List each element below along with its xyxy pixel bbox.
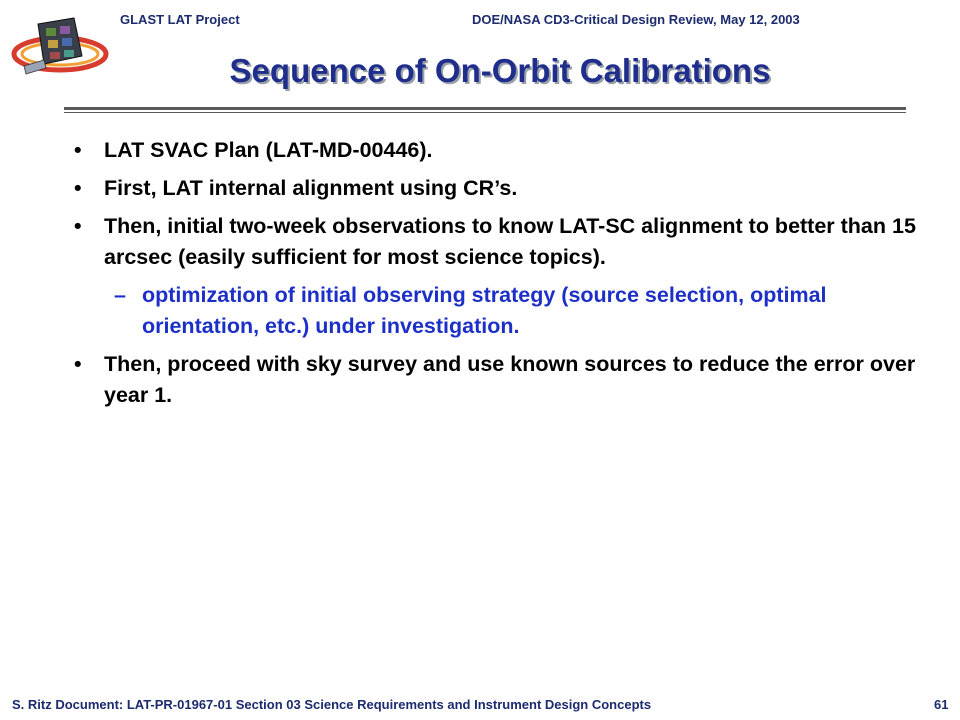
bullet-item [66,349,916,411]
bullet-text: Then, initial two-week observations to know LAT-SC alignment to better than 15 arcsec (easily sufficient for most science topics). [104,214,916,269]
glast-satellite-logo-icon [10,16,110,76]
slide-content [66,135,916,418]
bullet-item [66,211,916,273]
bullet-dot: • [74,176,82,200]
sub-bullet-item [66,280,916,342]
sub-bullet-dash: – [114,283,126,307]
bullet-dot: • [74,138,82,162]
bullet-dot: • [74,352,82,376]
bullet-text: LAT SVAC Plan (LAT-MD-00446). [104,138,433,162]
header-review: DOE/NASA CD3-Critical Design Review, May 12, 2003 [472,12,800,27]
footer-document-info: S. Ritz Document: LAT-PR-01967-01 Section 03 Science Requirements and Instrument Design Concepts [12,697,652,712]
bullet-text: Then, proceed with sky survey and use known sources to reduce the error over year 1. [104,352,916,407]
footer-page-number: 61 [934,697,949,712]
bullet-text: First, LAT internal alignment using CR’s. [104,176,518,200]
title-rule-thick [64,107,906,110]
header-project: GLAST LAT Project [120,12,240,27]
slide-title: Sequence of On-Orbit Calibrations [229,52,771,89]
sub-bullet-text: optimization of initial observing strategy (source selection, optimal orientation, etc.) under investigation. [142,283,827,338]
title-rule-thin [64,112,906,113]
bullet-item [66,173,916,204]
bullet-dot: • [74,214,82,238]
bullet-item [66,135,916,166]
